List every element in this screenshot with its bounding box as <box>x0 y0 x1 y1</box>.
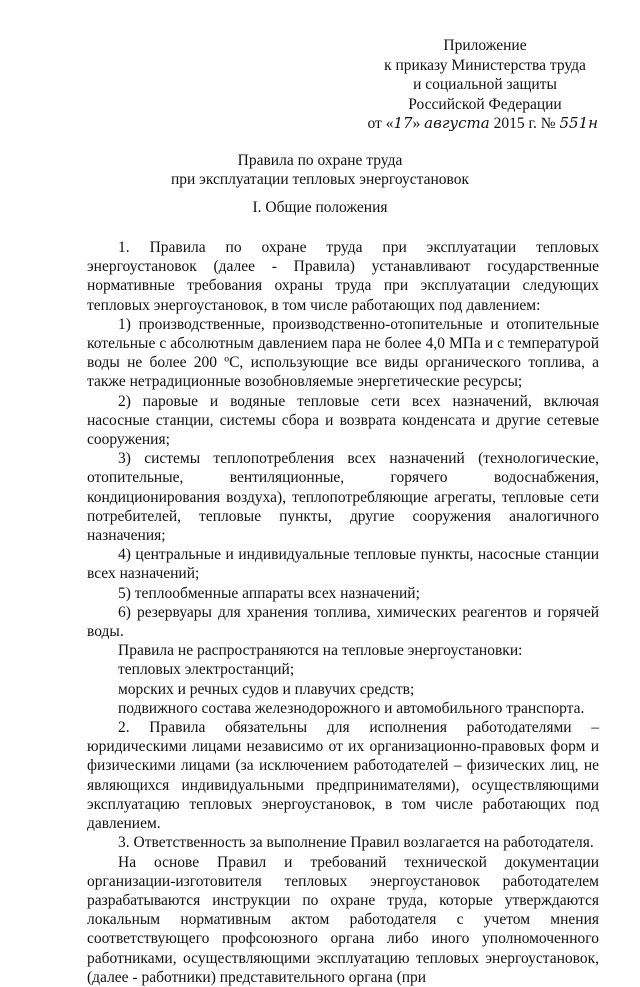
order-number-handwritten: 551н <box>559 114 598 133</box>
paragraph: 4) центральные и индивидуальные тепловые пункты, насосные станции всех назначений; <box>87 546 599 583</box>
section-heading: I. Общие положения <box>252 199 388 216</box>
paragraph: 6) резервуары для хранения топлива, химических реагентов и горячей воды. <box>87 603 599 641</box>
approval-block <box>360 36 610 134</box>
approval-line-2: к приказу Министерства труда <box>384 56 586 74</box>
paragraph: тепловых электростанций; <box>118 661 295 679</box>
date-day-handwritten: 17 <box>393 114 413 133</box>
document-title <box>0 151 640 189</box>
date-prefix: от « <box>367 115 394 133</box>
paragraph: Правила не распространяются на тепловые энергоустановки: <box>118 642 523 660</box>
paragraph: 3. Ответственность за выполнение Правил возлагается на работодателя. <box>118 834 594 852</box>
title-line-1: Правила по охране труда <box>237 152 403 169</box>
paragraph: 1) производственные, производственно-отопительные и отопительные котельные с абсолютным давлением пара не более 4,0 МПа и с температурой воды не более 200 ºС, использующие все виды органического топлива, а также нетрадиционные возобновляемые энергетические ресурсы; <box>87 315 599 391</box>
paragraph: подвижного состава железнодорожного и автомобильного транспорта. <box>118 699 585 717</box>
date-mid: » <box>412 115 421 133</box>
paragraph: 5) теплообменные аппараты всех назначений; <box>118 584 420 602</box>
approval-line-1: Приложение <box>443 37 527 54</box>
paragraph: 3) системы теплопотребления всех назначений (технологические, отопительные, вентиляционные, горячего водоснабжения, кондиционирования воздуха), теплопотребляющие агрегаты, тепловые сети потребителей, тепловые пункты, другие сооружения аналогичного назначения; <box>87 450 599 545</box>
date-year: 2015 г. № <box>493 115 556 133</box>
paragraph: 1. Правила по охране труда при эксплуатации тепловых энергоустановок (далее - Правила) устанавливают государственные нормативные требования охраны труда при эксплуатации следующих тепловых энергоустановок, в том числе работающих под давлением: <box>87 239 599 314</box>
paragraph: морских и речных судов и плавучих средств; <box>118 680 415 698</box>
approval-line-3: и социальной защиты <box>413 76 557 94</box>
paragraph: 2. Правила обязательны для исполнения работодателями – юридическими лицами независимо от их организационно-правовых форм и физическими лицами (за исключением работодателей – физических лиц, не являющихся индивидуальными предпринимателями), осуществляющими эксплуатацию тепловых энергоустановок, в том числе работающих под давлением. <box>87 719 599 833</box>
title-line-2: при эксплуатации тепловых энергоустановок <box>170 171 470 188</box>
paragraph: 2) паровые и водяные тепловые сети всех назначений, включая насосные станции, системы сбора и возврата конденсата и другие сетевые сооружения; <box>87 392 599 449</box>
date-month-handwritten: августа <box>424 114 490 133</box>
approval-line-4: Российской Федерации <box>408 95 562 113</box>
approval-date-line <box>360 114 610 134</box>
document-body <box>87 238 599 987</box>
paragraph: На основе Правил и требований технической документации организации-изготовителя тепловых энергоустановок работодателем разрабатываются инструкции по охране труда, которые утверждаются локальным нормативным актом работодателя с учетом мнения соответствующего профсоюзного органа либо иного уполномоченного работниками, осуществляющими эксплуатацию тепловых энергоустановок, (далее - работники) представительного органа (при <box>87 853 599 986</box>
